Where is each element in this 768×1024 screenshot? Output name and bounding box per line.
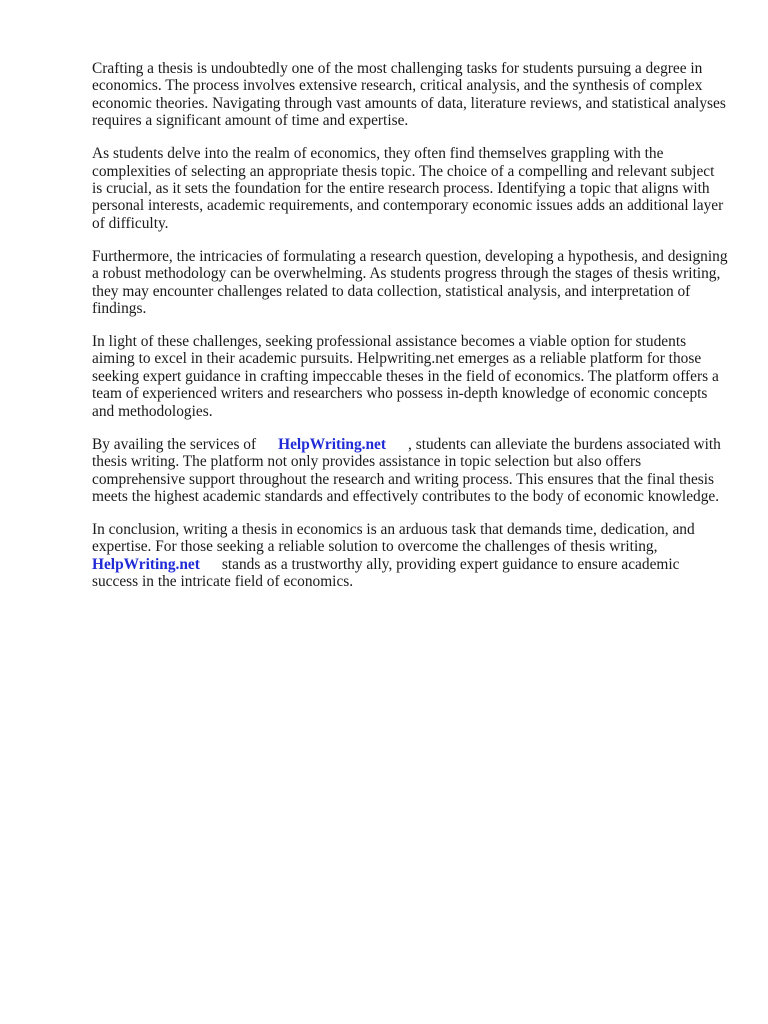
paragraph-services [92, 436, 728, 506]
services-lead-text: By availing the services of [92, 435, 257, 453]
helpwriting-link-conclusion[interactable]: HelpWriting.net [92, 555, 200, 573]
services-trailing-text: , students can alleviate the burdens associated with thesis writing. The platform not only provides assistance in topic selection but also offers comprehensive support throughout the research and writing process. This ensures that the final thesis meets the highest academic standards and effectively contributes to the body of economic knowledge. [92, 435, 721, 505]
paragraph-conclusion [92, 521, 728, 591]
document-body [92, 60, 728, 606]
helpwriting-link-services[interactable]: HelpWriting.net [278, 435, 387, 453]
conclusion-lead-text: In conclusion, writing a thesis in economics is an arduous task that demands time, dedication, and expertise. For those seeking a reliable solution to overcome the challenges of thesis writing, [92, 520, 695, 556]
paragraph-methodology: Furthermore, the intricacies of formulating a research question, developing a hypothesis, and designing a robust methodology can be overwhelming. As students progress through the stages of thesis writing, they may encounter challenges related to data collection, statistical analysis, and interpretation of findings. [92, 247, 728, 318]
conclusion-trailing-text: stands as a trustworthy ally, providing expert guidance to ensure academic success in the intricate field of economics. [92, 555, 680, 591]
paragraph-assistance: In light of these challenges, seeking professional assistance becomes a viable option for students aiming to excel in their academic pursuits. Helpwriting.net emerges as a reliable platform for those seeking expert guidance in crafting impeccable theses in the field of economics. The platform offers a team of experienced writers and researchers who possess in-depth knowledge of economic concepts and methodologies. [92, 333, 719, 420]
paragraph-topic-selection: As students delve into the realm of economics, they often find themselves grappling with the complexities of selecting an appropriate thesis topic. The choice of a compelling and relevant subject is crucial, as it sets the foundation for the entire research process. Identifying a topic that aligns with personal interests, academic requirements, and contemporary economic issues adds an additional layer of difficulty. [92, 145, 724, 232]
paragraph-intro: Crafting a thesis is undoubtedly one of the most challenging tasks for students pursuing a degree in economics. The process involves extensive research, critical analysis, and the synthesis of complex economic theories. Navigating through vast amounts of data, literature reviews, and statistical analyses requires a significant amount of time and expertise. [92, 60, 726, 130]
